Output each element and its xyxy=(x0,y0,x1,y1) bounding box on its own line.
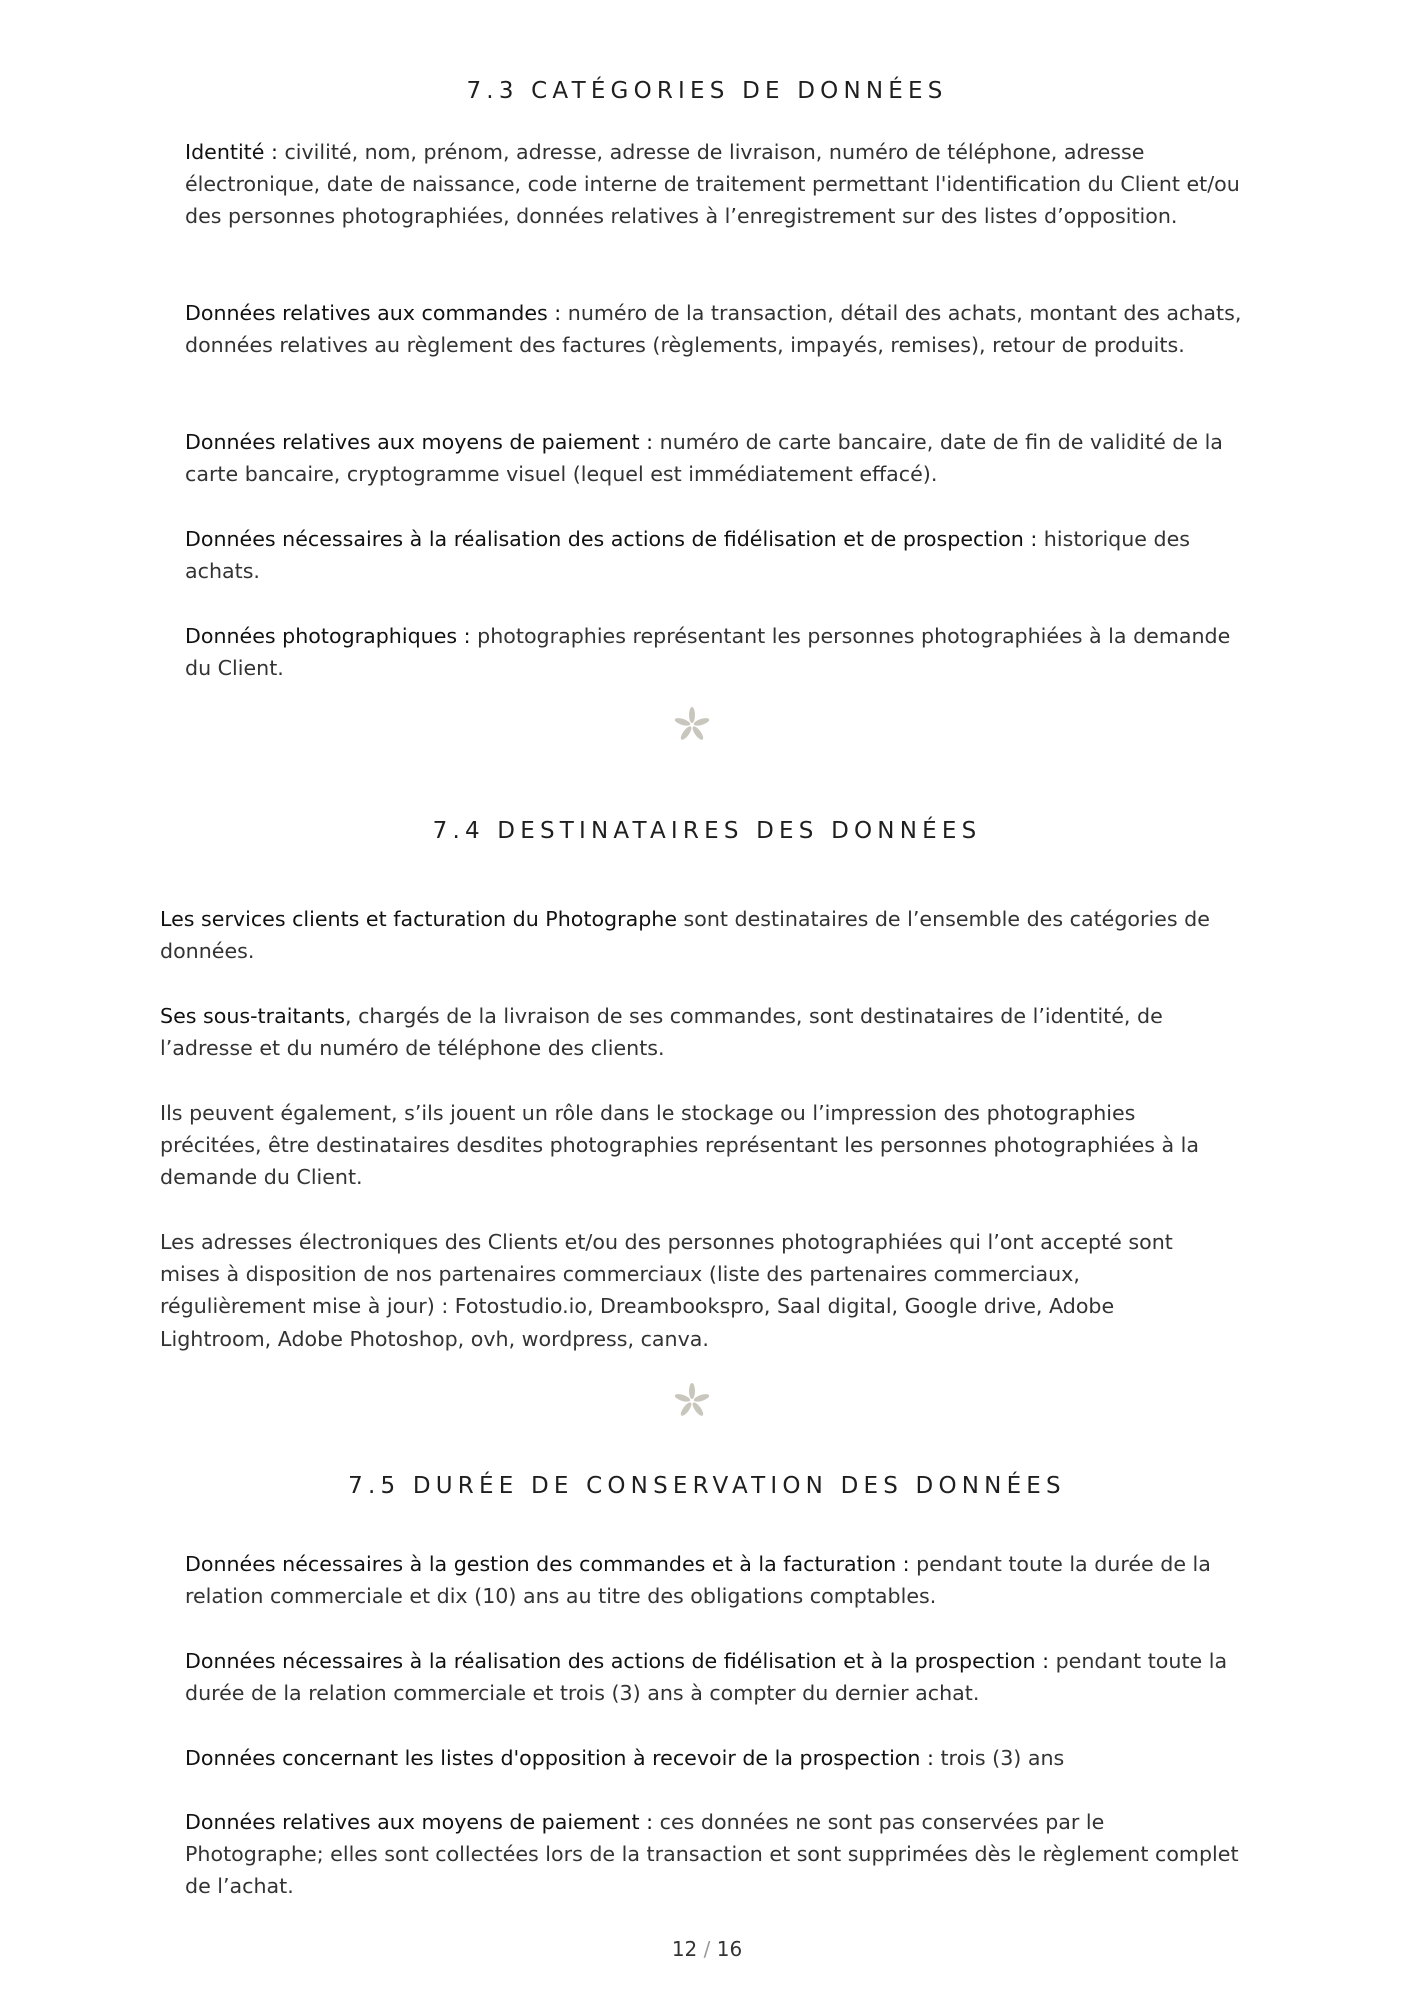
paragraph-text: pendant toute la durée de la relation commerciale et trois (3) ans à compter du dernier achat. xyxy=(185,1649,1228,1706)
paragraph-lead: Données relatives aux moyens de paiement : xyxy=(185,430,654,454)
paragraph-identite xyxy=(185,136,1245,233)
paragraph-paiement xyxy=(185,426,1245,490)
paragraph-lead: Données relatives aux commandes : xyxy=(185,301,562,325)
page-current: 12 xyxy=(671,1937,698,1961)
paragraph-partenaires xyxy=(160,1226,1220,1355)
paragraph-text: historique des achats. xyxy=(185,527,1190,584)
paragraph-text: pendant toute la durée de la relation commerciale et dix (10) ans au titre des obligations comptables. xyxy=(185,1552,1211,1609)
paragraph-lead: Données relatives aux moyens de paiement : xyxy=(185,1810,654,1834)
page-total: 16 xyxy=(716,1937,743,1961)
paragraph-text: photographies représentant les personnes photographiées à la demande du Client. xyxy=(185,624,1231,681)
paragraph-text: Ils peuvent également, s’ils jouent un rôle dans le stockage ou l’impression des photographies précitées, être destinataires desdites photographies représentant les personnes photographiées à la demande du Client. xyxy=(160,1101,1199,1190)
paragraph-text: , chargés de la livraison de ses commandes, sont destinataires de l’identité, de l’adresse et du numéro de téléphone des clients. xyxy=(160,1004,1163,1061)
paragraph-commandes xyxy=(185,297,1245,361)
paragraph-lead: Ses sous-traitants xyxy=(160,1004,345,1028)
paragraph-listes-opposition xyxy=(185,1742,1245,1774)
page-separator: / xyxy=(703,1937,711,1961)
paragraph-photographiques xyxy=(185,620,1245,684)
paragraph-lead: Données concernant les listes d'opposition à recevoir de la prospection : xyxy=(185,1746,934,1770)
paragraph-lead: Données nécessaires à la gestion des commandes et à la facturation : xyxy=(185,1552,910,1576)
paragraph-fidelisation xyxy=(185,523,1245,587)
paragraph-gestion-commandes xyxy=(185,1548,1245,1612)
paragraph-text: sont destinataires de l’ensemble des catégories de données. xyxy=(160,907,1210,964)
paragraph-text: civilité, nom, prénom, adresse, adresse de livraison, numéro de téléphone, adresse électronique, date de naissance, code interne de traitement permettant l'identification du Client et/ou des personnes photographiées, données relatives à l’enregistrement sur des listes d’opposition. xyxy=(185,140,1240,229)
paragraph-moyens-paiement xyxy=(185,1806,1245,1903)
section-title-duree-conservation: 7.5 DURÉE DE CONSERVATION DES DONNÉES xyxy=(348,1473,1066,1499)
paragraph-lead: Données nécessaires à la réalisation des actions de fidélisation et à la prospection : xyxy=(185,1649,1050,1673)
paragraph-services-clients xyxy=(160,903,1220,967)
asterisk-flower-icon xyxy=(672,1381,712,1421)
paragraph-lead: Données photographiques : xyxy=(185,624,471,648)
paragraph-lead: Identité : xyxy=(185,140,278,164)
asterisk-flower-icon xyxy=(672,705,712,745)
section-title-categories: 7.3 CATÉGORIES DE DONNÉES xyxy=(466,78,948,104)
paragraph-lead: Données nécessaires à la réalisation des actions de fidélisation et de prospection : xyxy=(185,527,1038,551)
paragraph-fidelisation-prospection xyxy=(185,1645,1245,1709)
paragraph-text: Les adresses électroniques des Clients et/ou des personnes photographiées qui l’ont accepté sont mises à disposition de nos partenaires commerciaux (liste des partenaires commerciaux, régulièrement mise à jour) : Fotostudio.io, Dreambookspro, Saal digital, Google drive, Adobe Lightroom, Adobe Photoshop, ovh, wordpress, canva. xyxy=(160,1230,1173,1351)
section-title-destinataires: 7.4 DESTINATAIRES DES DONNÉES xyxy=(432,818,982,844)
paragraph-text: numéro de la transaction, détail des achats, montant des achats, données relatives au règlement des factures (règlements, impayés, remises), retour de produits. xyxy=(185,301,1242,358)
paragraph-text: numéro de carte bancaire, date de fin de validité de la carte bancaire, cryptogramme visuel (lequel est immédiatement effacé). xyxy=(185,430,1223,487)
paragraph-text: ces données ne sont pas conservées par le Photographe; elles sont collectées lors de la transaction et sont supprimées dès le règlement complet de l’achat. xyxy=(185,1810,1239,1899)
paragraph-text: trois (3) ans xyxy=(933,1746,1065,1770)
paragraph-sous-traitants xyxy=(160,1000,1220,1064)
page-number xyxy=(0,1937,1414,1961)
paragraph-stockage xyxy=(160,1097,1220,1194)
paragraph-lead: Les services clients et facturation du Photographe xyxy=(160,907,677,931)
